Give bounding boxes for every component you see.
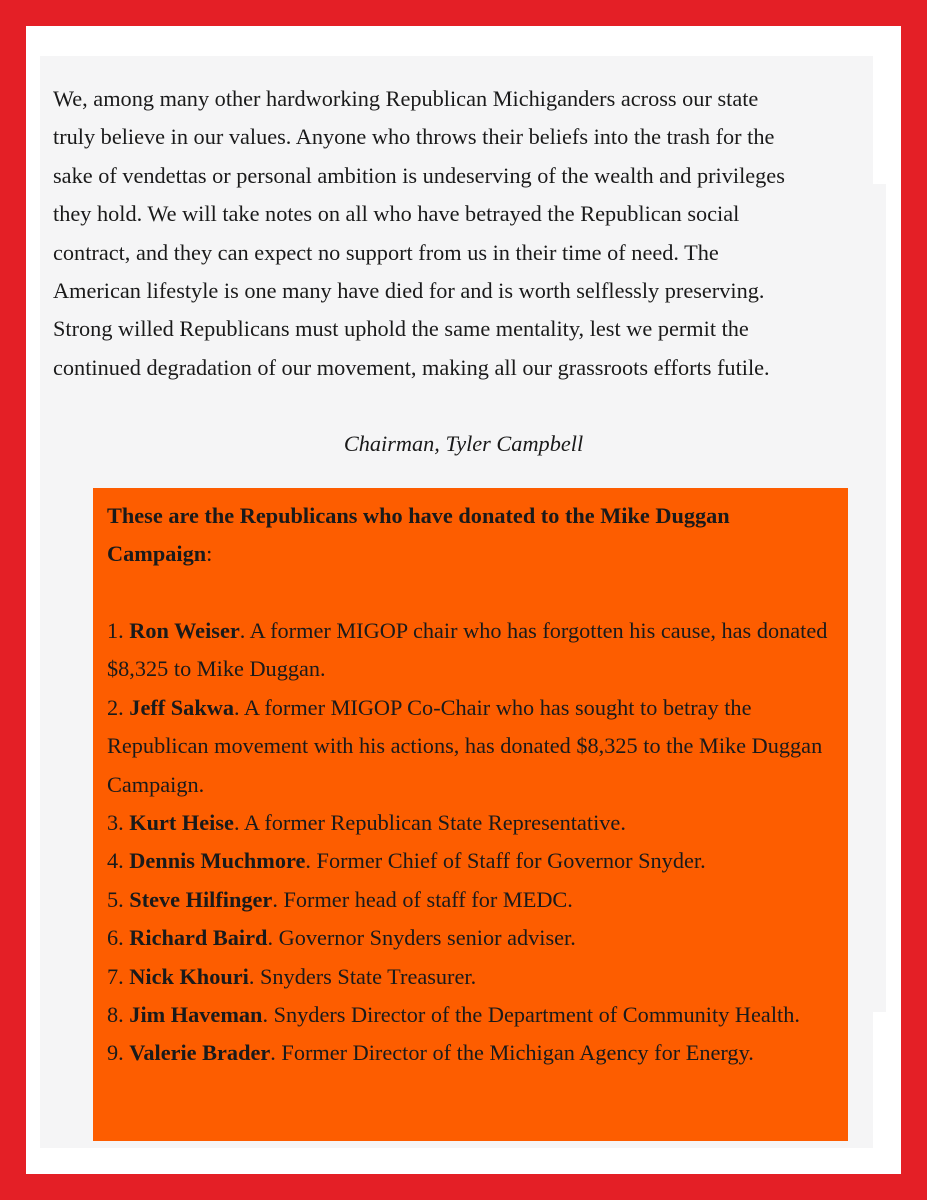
- donor-number: 3.: [107, 810, 130, 836]
- donor-desc: . A former MIGOP Co-Chair who has sought to betray the Republican movement with his actions, has donated $8,325 to the Mike Duggan Campaign.: [107, 694, 823, 797]
- donor-number: 5.: [107, 886, 130, 912]
- statement-line: continued degradation of our movement, making all our grassroots efforts futile.: [53, 354, 770, 380]
- donor-name: Nick Khouri: [129, 963, 249, 989]
- donor-desc: . Former Director of the Michigan Agency for Energy.: [270, 1040, 754, 1066]
- statement-text: [53, 80, 875, 387]
- donor-number: 7.: [107, 963, 130, 989]
- chairman-signature: Chairman, Tyler Campbell: [343, 431, 584, 456]
- donor-name: Steve Hilfinger: [129, 886, 273, 912]
- donor-number: 6.: [107, 925, 130, 951]
- list-item: [107, 919, 842, 957]
- donor-desc: . A former Republican State Representative.: [233, 810, 626, 836]
- donor-list-box: [93, 488, 848, 1141]
- statement-line: sake of vendettas or personal ambition is undeserving of the wealth and privileges: [53, 162, 785, 188]
- donor-name: Richard Baird: [129, 925, 268, 951]
- list-item: [107, 958, 842, 996]
- donor-desc: . Governor Snyders senior adviser.: [267, 925, 576, 951]
- statement-line: Strong willed Republicans must uphold the same mentality, lest we permit the: [53, 316, 749, 342]
- donor-list-heading: [107, 497, 837, 574]
- donor-number: 2.: [107, 694, 130, 720]
- donor-desc: . Snyders Director of the Department of Community Health.: [262, 1002, 800, 1028]
- donor-number: 8.: [107, 1002, 130, 1028]
- donor-desc: . A former MIGOP chair who has forgotten his cause, has donated $8,325 to Mike Duggan.: [107, 618, 828, 682]
- statement-line: they hold. We will take notes on all who have betrayed the Republican social: [53, 201, 740, 227]
- donor-name: Ron Weiser: [129, 618, 240, 643]
- donor-desc: . Former Chief of Staff for Governor Snyder.: [305, 848, 706, 874]
- donor-heading-bold: These are the Republicans who have donated to the Mike Duggan Campaign: [107, 503, 730, 567]
- statement-line: truly believe in our values. Anyone who throws their beliefs into the trash for the: [53, 124, 775, 150]
- donor-number: 4.: [107, 848, 130, 874]
- list-item: [107, 689, 842, 804]
- donor-list: [107, 612, 842, 1073]
- donor-name: Kurt Heise: [129, 810, 234, 836]
- statement-line: contract, and they can expect no support from us in their time of need. The: [53, 239, 719, 265]
- donor-desc: . Former head of staff for MEDC.: [272, 886, 573, 912]
- list-item: [107, 1034, 842, 1072]
- list-item: [107, 804, 842, 842]
- donor-name: Jim Haveman: [129, 1002, 263, 1028]
- donor-number: 1.: [107, 618, 130, 643]
- donor-heading-suffix: :: [206, 541, 213, 567]
- donor-desc: . Snyders State Treasurer.: [248, 963, 477, 989]
- list-item: [107, 881, 842, 919]
- statement-line: We, among many other hardworking Republican Michiganders across our state: [53, 86, 759, 111]
- list-item: [107, 996, 842, 1034]
- donor-name: Dennis Muchmore: [129, 848, 306, 874]
- donor-name: Jeff Sakwa: [129, 694, 234, 720]
- donor-number: 9.: [107, 1040, 130, 1066]
- list-item: [107, 612, 842, 689]
- statement-line: American lifestyle is one many have died for and is worth selflessly preserving.: [53, 278, 765, 304]
- donor-name: Valerie Brader: [129, 1040, 271, 1066]
- list-item: [107, 842, 842, 880]
